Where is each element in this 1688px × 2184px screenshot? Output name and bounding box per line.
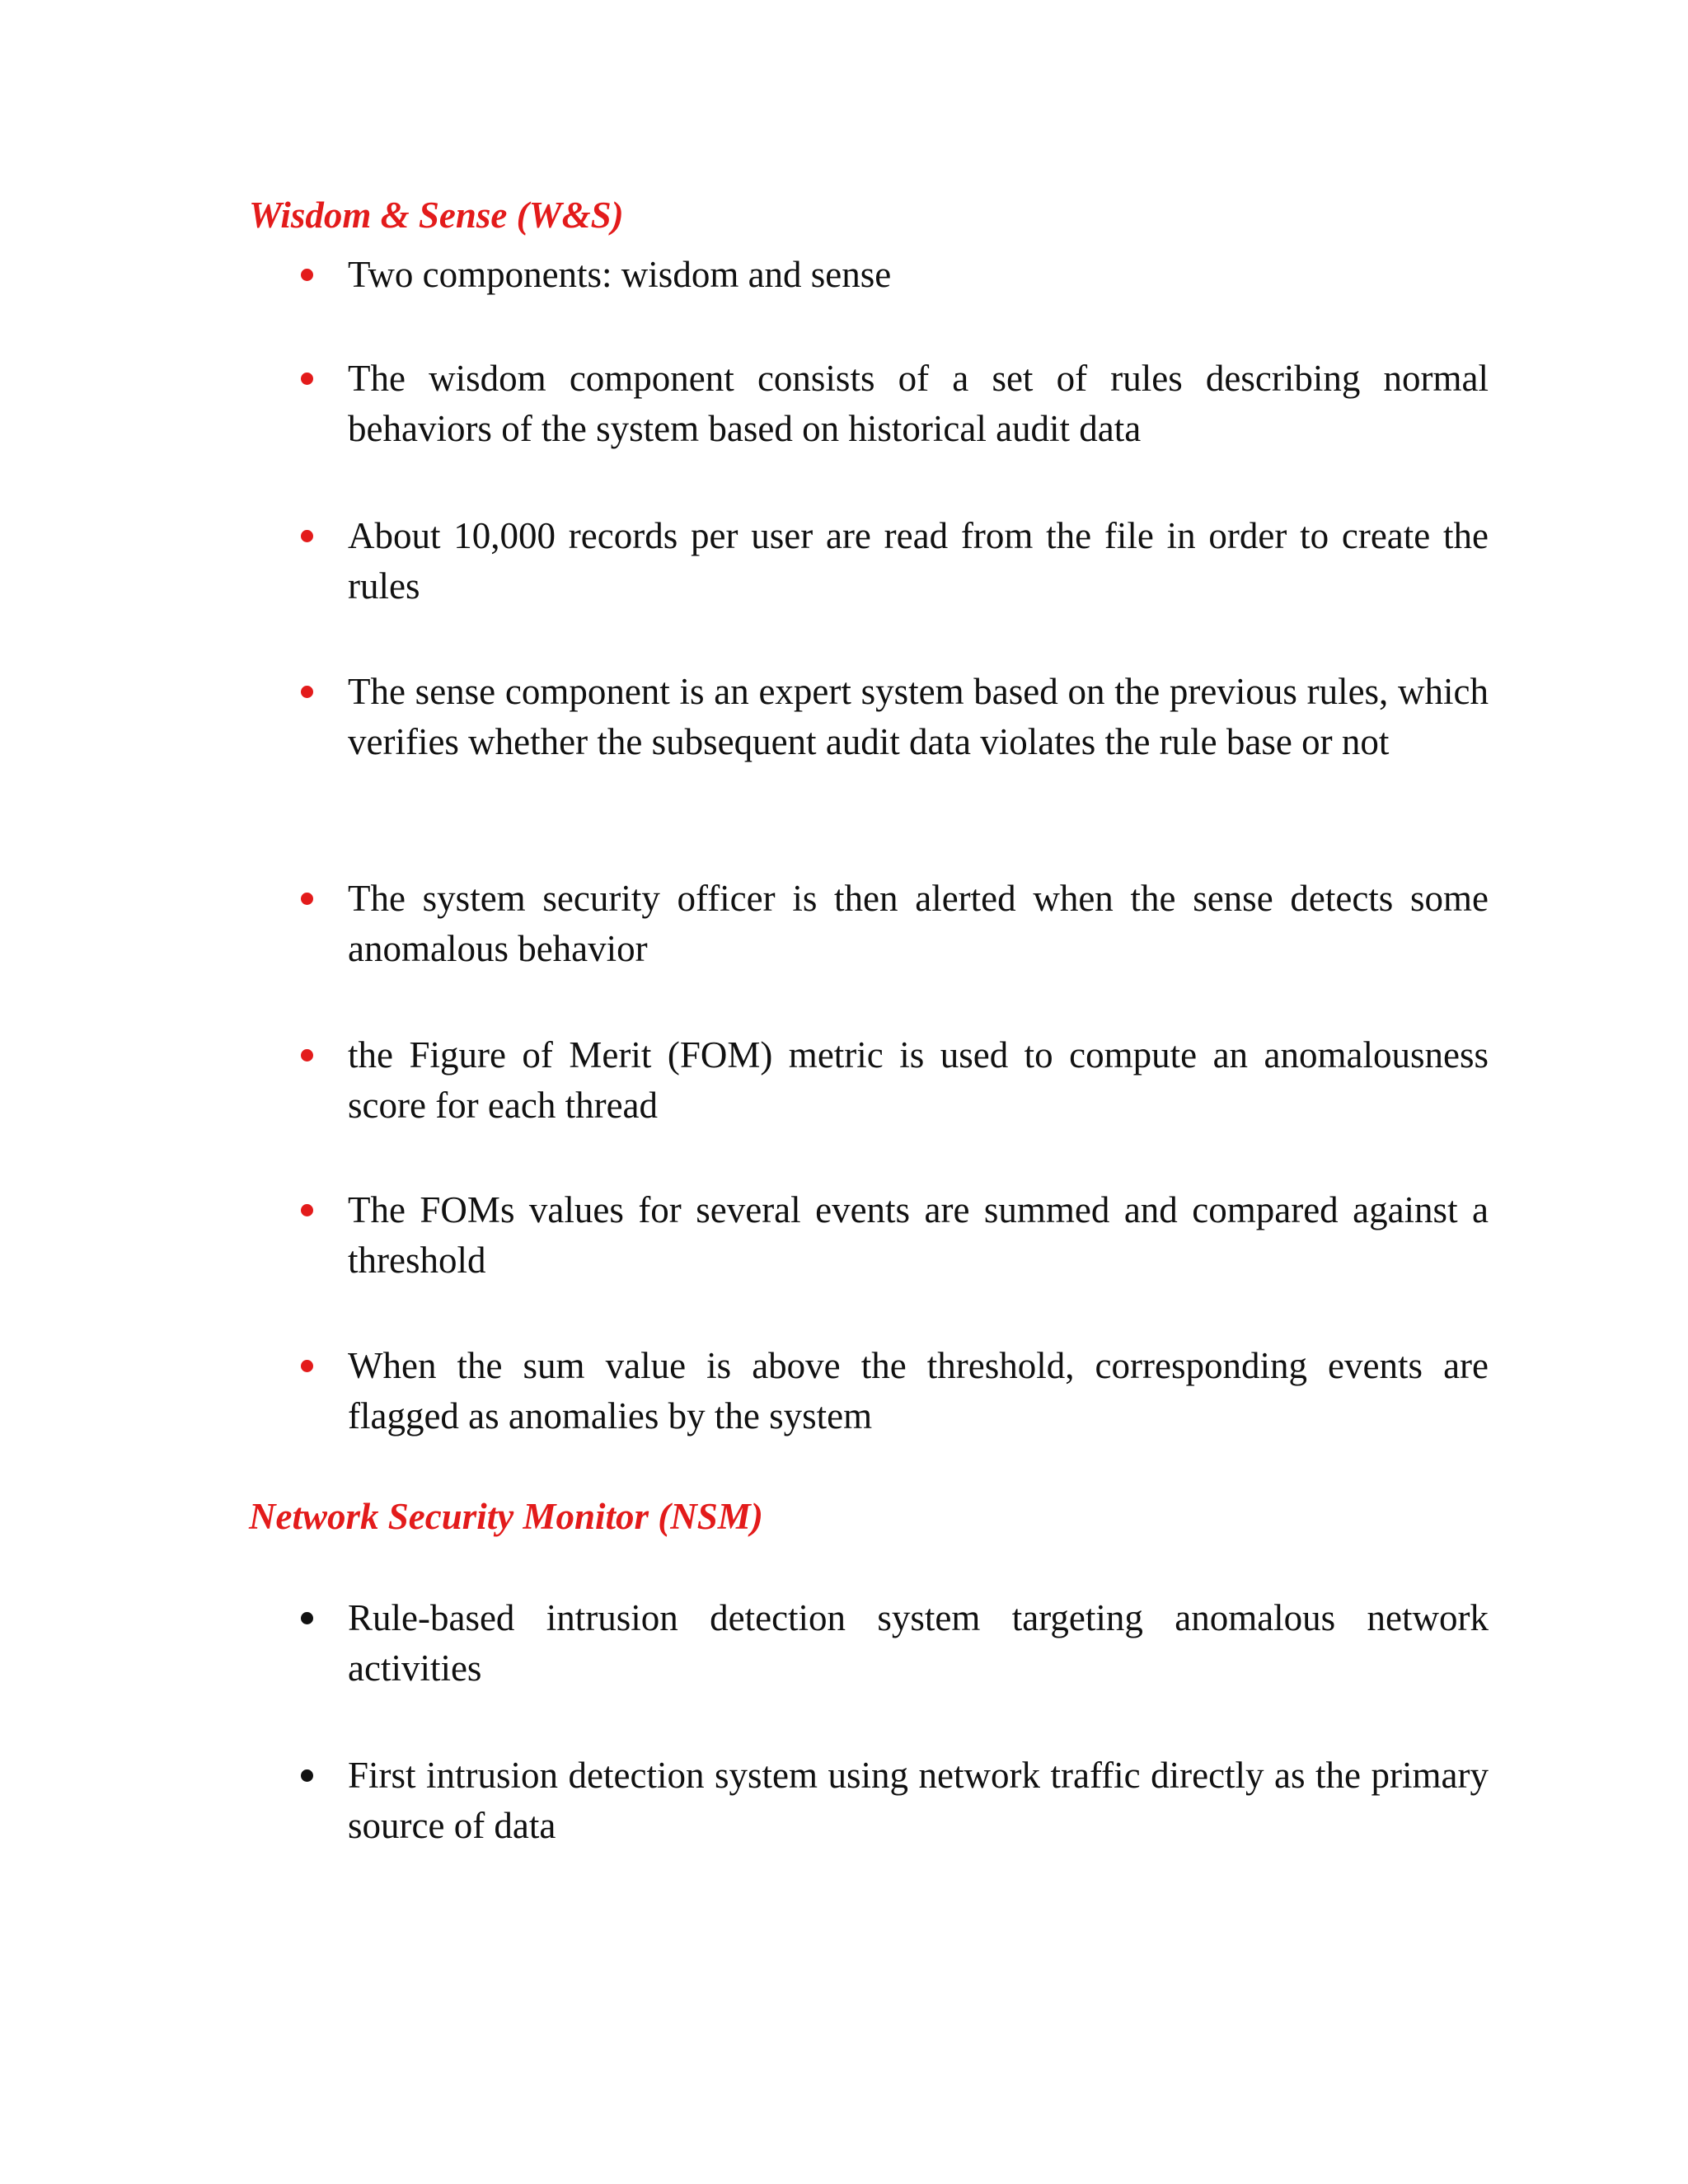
bullet-icon (301, 893, 313, 905)
list-item (348, 511, 1489, 612)
bullet-icon (301, 1612, 313, 1624)
list-item (348, 1593, 1489, 1694)
section-heading-wisdom-sense: Wisdom & Sense (W&S) (249, 194, 624, 236)
list-item (348, 1030, 1489, 1131)
list-item-text: The wisdom component consists of a set of rules describing normal behaviors of the system based on historical audit data (348, 358, 1489, 449)
list-item (348, 250, 1489, 300)
list-item-text: Rule-based intrusion detection system targeting anomalous network activities (348, 1597, 1489, 1689)
list-item (348, 667, 1489, 767)
list-item (348, 1750, 1489, 1851)
bullet-icon (301, 1049, 313, 1062)
bullet-icon (301, 1360, 313, 1372)
section-heading-network-security-monitor: Network Security Monitor (NSM) (249, 1496, 763, 1537)
list-item-text: When the sum value is above the threshold, corresponding events are flagged as anomalies by the system (348, 1345, 1489, 1436)
list-item (348, 1341, 1489, 1441)
list-item-text: The system security officer is then alerted when the sense detects some anomalous behavior (348, 878, 1489, 969)
list-item-text: the Figure of Merit (FOM) metric is used to compute an anomalousness score for each thread (348, 1034, 1489, 1126)
list-item-text: About 10,000 records per user are read from the file in order to create the rules (348, 515, 1489, 607)
list-item (348, 354, 1489, 454)
bullet-icon (301, 269, 313, 281)
bullet-icon (301, 1769, 313, 1782)
bullet-icon (301, 1204, 313, 1216)
bullet-icon (301, 530, 313, 542)
list-item-text: Two components: wisdom and sense (348, 254, 892, 295)
list-item-text: The FOMs values for several events are summed and compared against a threshold (348, 1189, 1489, 1281)
list-item (348, 1185, 1489, 1286)
bullet-icon (301, 373, 313, 385)
list-item-text: First intrusion detection system using network traffic directly as the primary source of data (348, 1755, 1489, 1846)
list-item (348, 874, 1489, 974)
list-item-text: The sense component is an expert system based on the previous rules, which verifies whether the subsequent audit data violates the rule base or not (348, 671, 1489, 762)
bullet-icon (301, 686, 313, 698)
